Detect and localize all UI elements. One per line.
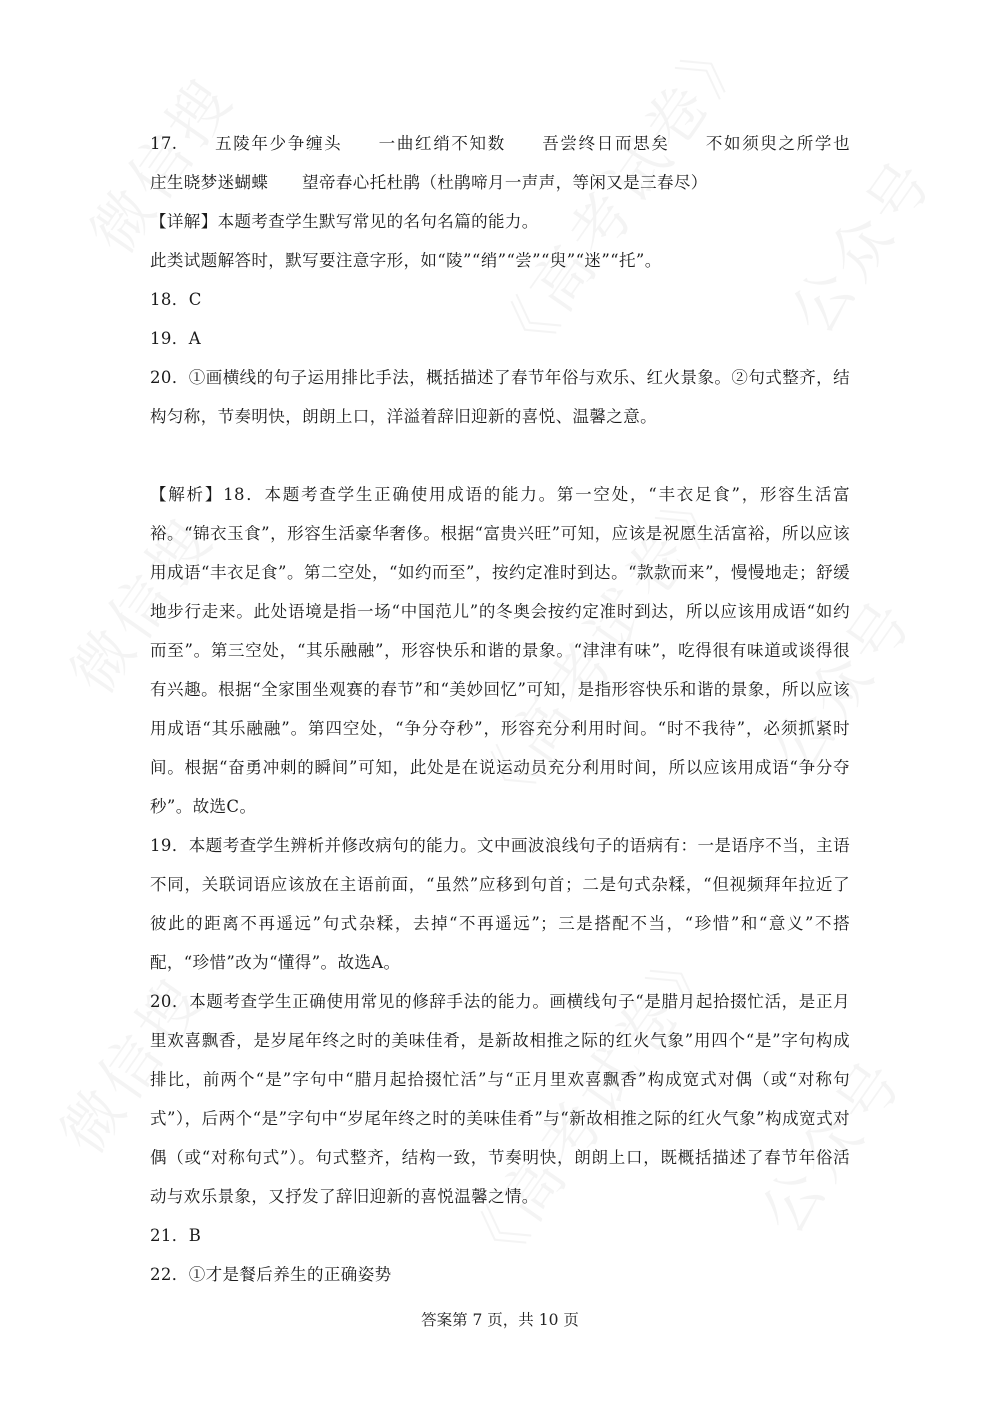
analysis-20: 20．本题考查学生正确使用常见的修辞手法的能力。画横线句子“是腊月起拾掇忙活，是正月里欢喜飘香，是岁尾年终之时的美味佳肴，是新故相推之际的红火气象”用四个“是”字句构成排比，前两个“是”字句中“腊月起拾掇忙活”与“正月里欢喜飘香”构成宽式对偶（或“对称句式”），后两个“是”字句中“岁尾年终之时的美味佳肴”与“新故相推之际的红火气象”构成宽式对偶（或“对称句式”）。句式整齐，结构一致，节奏明快，朗朗上口，既概括描述了春节年俗活动与欢乐景象，又抒发了辞旧迎新的喜悦温馨之情。	[150, 992, 850, 1206]
answer-21: 21．B	[150, 1226, 202, 1245]
page-footer: 答案第 7 页，共 10 页	[421, 1311, 579, 1329]
paragraph-gap	[150, 436, 850, 475]
answer-17: 17. 五陵年少争缠头 一曲红绡不知数 吾尝终日而思矣 不如须臾之所学也 庄生晓梦迷蝴蝶 望帝春心托杜鹃（杜鹃啼月一声声，等闲又是三春尽）	[150, 134, 884, 192]
answer-18: 18．C	[150, 290, 202, 309]
note-17: 此类试题解答时，默写要注意字形，如“陵”“绡”“尝”“臾”“迷”“托”。	[150, 251, 662, 270]
answer-22: 22．①才是餐后养生的正确姿势	[150, 1265, 392, 1284]
answer-19: 19．A	[150, 329, 202, 348]
analysis-19: 19．本题考查学生辨析并修改病句的能力。文中画波浪线句子的语病有：一是语序不当，主语不同，关联词语应该放在主语前面，“虽然”应移到句首；二是句式杂糅，“但视频拜年拉近了彼此的距离不再遥远”句式杂糅，去掉“不再遥远”；三是搭配不当，“珍惜”和“意义”不搭配，“珍惜”改为“懂得”。故选A。	[150, 836, 850, 972]
detail-17: 【详解】本题考查学生默写常见的名句名篇的能力。	[150, 212, 539, 231]
answer-20: 20．①画横线的句子运用排比手法，概括描述了春节年俗与欢乐、红火景象。②句式整齐，结构匀称，节奏明快，朗朗上口，洋溢着辞旧迎新的喜悦、温馨之意。	[150, 368, 850, 426]
analysis-18: 【解析】18．本题考查学生正确使用成语的能力。第一空处，“丰衣足食”，形容生活富裕。“锦衣玉食”，形容生活豪华奢侈。根据“富贵兴旺”可知，应该是祝愿生活富裕，所以应该用成语“丰衣足食”。第二空处，“如约而至”，按约定准时到达。“款款而来”，慢慢地走；舒缓地步行走来。此处语境是指一场“中国范儿”的冬奥会按约定准时到达，所以应该用成语“如约而至”。第三空处，“其乐融融”，形容快乐和谐的景象。“津津有味”，吃得很有味道或谈得很有兴趣。根据“全家围坐观赛的春节”和“美妙回忆”可知，是指形容快乐和谐的景象，所以应该用成语“其乐融融”。第四空处，“争分夺秒”，形容充分利用时间。“时不我待”，必须抓紧时间。根据“奋勇冲刺的瞬间”可知，此处是在说运动员充分利用时间，所以应该用成语“争分夺秒”。故选C。	[150, 485, 850, 816]
answer-content	[150, 124, 884, 1294]
